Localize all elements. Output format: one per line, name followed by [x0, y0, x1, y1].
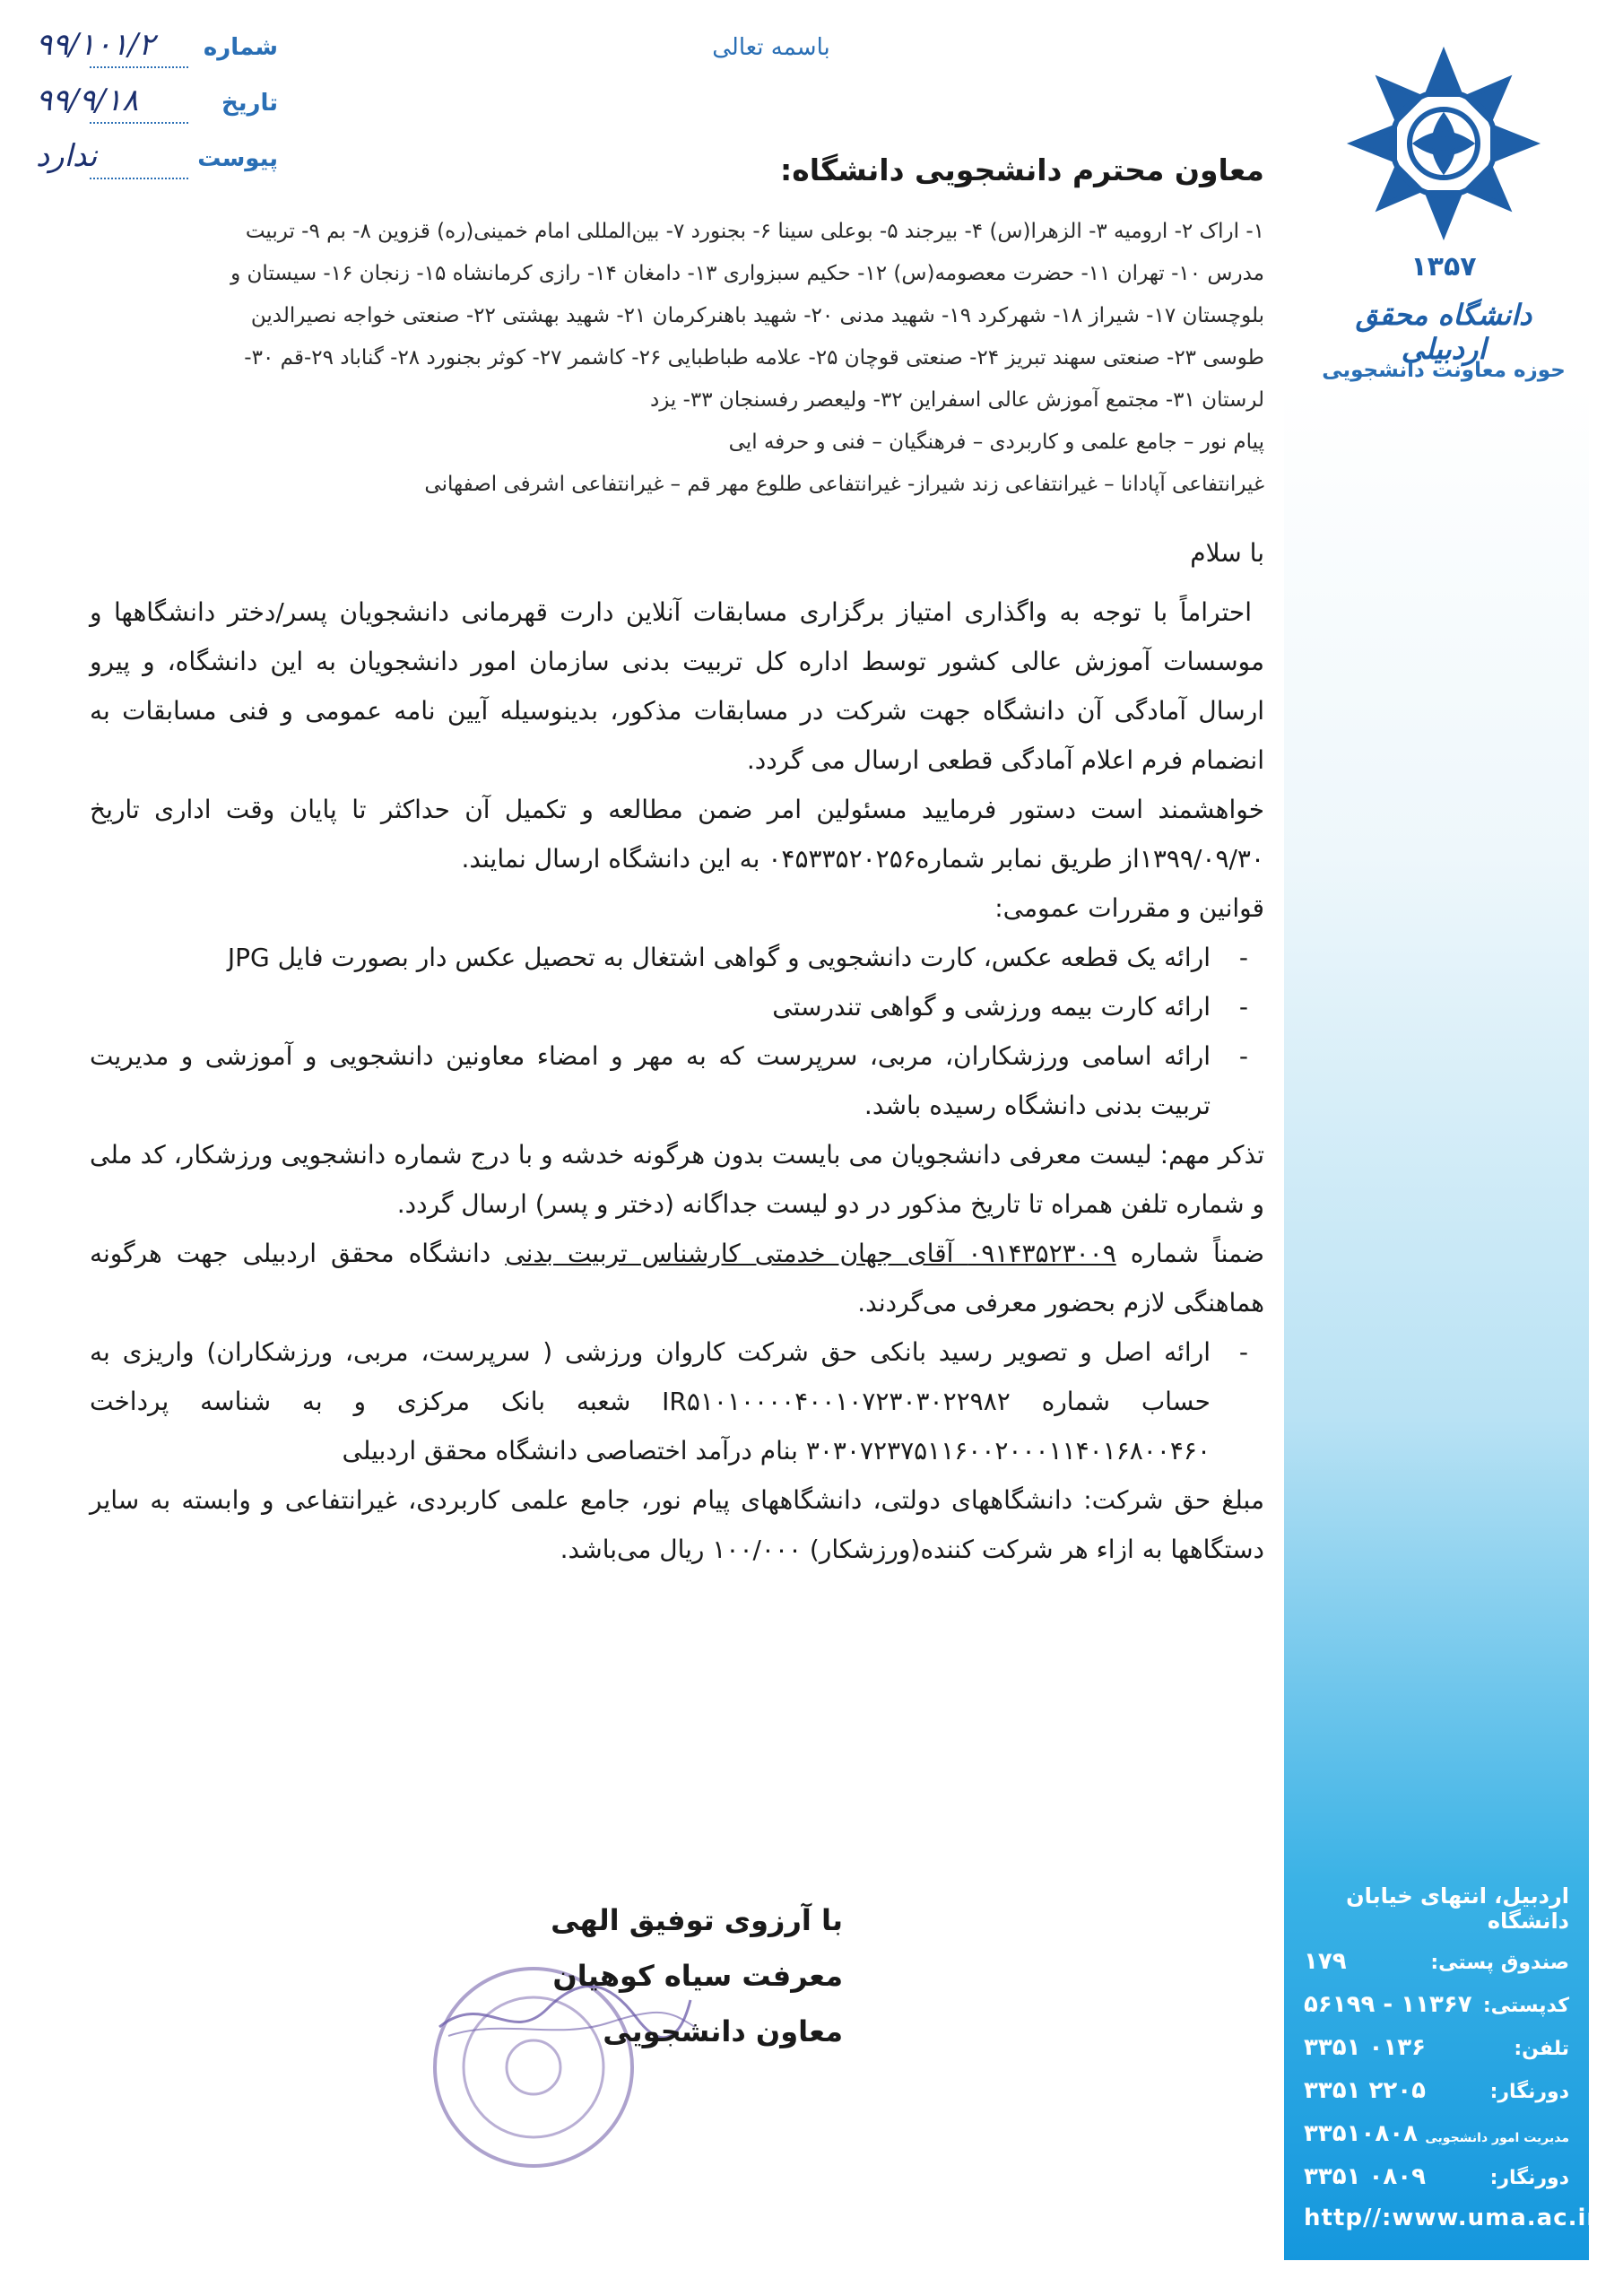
contact-label: صندوق پستی:	[1430, 1952, 1569, 1974]
contact-value: ۳۳۵۱ ۰۸۰۹	[1304, 2163, 1427, 2190]
addressee: معاون محترم دانشجویی دانشگاه:	[780, 152, 1264, 187]
letter-date-field	[36, 83, 287, 138]
contact-label: کدپستی:	[1482, 1995, 1569, 2017]
signer-title: معاون دانشجویی	[603, 2014, 843, 2048]
payment-list	[90, 1327, 1264, 1475]
contact-value: ۳۳۵۱ ۰۱۳۶	[1304, 2034, 1427, 2061]
letter-attachment-value: ندارد	[36, 138, 98, 174]
payment-rule-item: - ارائه اصل و تصویر رسید بانکی حق شرکت کاروان ورزشی ( سرپرست، مربی، ورزشکاران) واریزی به حساب شماره IR۵۱۰۱۰۰۰۰۴۰۰۱۰۷۲۳۰۳۰۲۲۹۸۲ شعبه بانک مرکزی و به شناسه پرداخت ۳۰۳۰۷۲۳۷۵۱۱۶۰۰۲۰۰۰۱۱۴۰۱۶۸۰۰۴۶۰ بنام درآمد اختصاصی دانشگاه محقق اردبیلی	[90, 1327, 1264, 1475]
recipient-line: طوسی ۲۳- صنعتی سهند تبریز ۲۴- صنعتی قوچان ۲۵- علامه طباطبایی ۲۶- کاشمر ۲۷- کوثر بجنورد ۲۸- گناباد ۲۹-قم ۳۰-	[244, 346, 1264, 370]
letter-body	[90, 152, 1264, 1574]
participation-fee: مبلغ حق شرکت: دانشگاههای دولتی، دانشگاههای پیام نور، جامع علمی کاربردی، غیرانتفاعی و وابسته به سایر دستگاهها به ازاء هر شرکت کننده(ورزشکار) ۱۰۰/۰۰۰ ریال می‌باشد.	[90, 1485, 1264, 1564]
logo-university-name: دانشگاه محقق اردبیلی	[1355, 298, 1532, 366]
contact-value: ۵۶۱۹۹ - ۱۱۳۶۷	[1304, 1991, 1472, 2018]
recipient-line: مدرس ۱۰- تهران ۱۱- حضرت معصومه(س) ۱۲- حکیم سبزواری ۱۳- دامغان ۱۴- رازی کرمانشاه ۱۵- زنجان ۱۶- سیستان و	[230, 262, 1264, 285]
recipient-line: پیام نور – جامع علمی و کاربردی – فرهنگیان – فنی و حرفه ایی	[728, 430, 1264, 454]
contact-note	[90, 1229, 1264, 1327]
contact-note-underlined: ۰۹۱۴۳۵۲۳۰۰۹ آقای جهان خدمتی کارشناس تربیت بدنی	[505, 1239, 1116, 1268]
contact-website: http//:www.uma.ac.ir	[1304, 2205, 1600, 2231]
rule-item: - ارائه اسامی ورزشکاران، مربی، سرپرست که به مهر و امضاء معاونین دانشجویی و آموزشی و مدیریت تربیت بدنی دانشگاه رسیده باشد.	[90, 1031, 1264, 1130]
rules-list	[90, 933, 1264, 1130]
contact-fax-2	[1291, 2161, 1578, 2205]
contact-note-suffix: دانشگاه محقق اردبیلی جهت هرگونه هماهنگی لازم بحضور معرفی می‌گردند.	[90, 1239, 1264, 1318]
rules-title: قوانین و مقررات عمومی:	[994, 893, 1264, 923]
closing-wish: با آرزوی توفیق الهی	[551, 1903, 843, 1937]
letter-date-value: ۹۹/۹/۱۸	[36, 83, 139, 118]
contact-info	[1291, 1883, 1600, 2231]
intro-paragraph: احتراماً با توجه به واگذاری امتیاز برگزاری مسابقات آنلاین دارت قهرمانی دانشجویان پسر/دختر دانشگاهها و موسسات آموزش عالی کشور توسط اداره کل تربیت بدنی سازمان امور دانشجویان به این دانشگاه، و پیرو ارسال آمادگی آن دانشگاه جهت شرکت در مسابقات مذکور، بدینوسیله آیین نامه عمومی و فنی مسابقات به انضمام فرم اعلام آمادگی قطعی ارسال می گردد.	[90, 597, 1264, 775]
contact-label: دورنگار:	[1489, 2167, 1569, 2189]
request-paragraph: خواهشمند است دستور فرمایید مسئولین امر ضمن مطالعه و تکمیل آن حداکثر تا پایان وقت اداری تاریخ ۱۳۹۹/۰۹/۳۰از طریق نمابر شماره۰۴۵۳۳۵۲۰۲۵۶ به این دانشگاه ارسال نمایند.	[90, 795, 1264, 874]
greeting: با سلام	[1190, 538, 1264, 568]
contact-value: ۳۳۵۱۰۸۰۸	[1304, 2120, 1418, 2147]
contact-postal-code	[1291, 1989, 1578, 2032]
contact-value: ۳۳۵۱ ۲۲۰۵	[1304, 2077, 1427, 2104]
recipient-line: ۱- اراک ۲- ارومیه ۳- الزهرا(س) ۴- بیرجند ۵- بوعلی سینا ۶- بجنورد ۷- بین‌المللی امام خمینی(ره) قزوین ۸- بم ۹- تربیت	[245, 220, 1264, 243]
letter-attachment-label: پیوست	[197, 145, 278, 172]
contact-label: مدیریت امور دانشجویی	[1425, 2131, 1569, 2145]
university-logo	[1309, 36, 1596, 382]
contact-note-prefix: ضمناً شماره	[1115, 1239, 1265, 1268]
letter-number-label: شماره	[203, 34, 278, 61]
recipient-line: غیرانتفاعی آپادانا – غیرانتفاعی زند شیراز- غیرانتفاعی طلوع مهر قم – غیرانتفاعی اشرفی اصفهانی	[424, 473, 1264, 496]
rule-item: - ارائه یک قطعه عکس، کارت دانشجویی و گواهی اشتغال به تحصیل عکس دار بصورت فایل JPG	[90, 933, 1264, 982]
contact-label: تلفن:	[1514, 2038, 1569, 2060]
contact-label: دورنگار:	[1489, 2081, 1569, 2103]
field-underline	[90, 122, 188, 124]
contact-po-box	[1291, 1946, 1578, 1989]
recipient-line: لرستان ۳۱- مجتمع آموزش عالی اسفراین ۳۲- ولیعصر رفسنجان ۳۳- یزد	[649, 388, 1264, 412]
rule-item: - ارائه کارت بیمه ورزشی و گواهی تندرستی	[90, 982, 1264, 1031]
recipient-list	[90, 211, 1264, 506]
university-emblem-icon	[1336, 36, 1551, 251]
letter-number-value: ۹۹/۱۰۱/۲	[36, 27, 155, 63]
field-underline	[90, 66, 188, 68]
recipient-line: بلوچستان ۱۷- شیراز ۱۸- شهرکرد ۱۹- شهید مدنی ۲۰- شهید باهنرکرمان ۲۱- شهید بهشتی ۲۲- صنعتی خواجه نصیرالدین	[250, 304, 1264, 327]
logo-year: ۱۳۵۷	[1410, 251, 1477, 283]
basmala-heading: باسمه تعالی	[712, 34, 830, 61]
signer-name: معرفت سیاه کوهیان	[552, 1959, 843, 1993]
contact-value: ۱۷۹	[1304, 1948, 1347, 1975]
contact-address: اردبیل، انتهای خیابان دانشگاه	[1346, 1883, 1569, 1934]
important-note: تذکر مهم: لیست معرفی دانشجویان می بایست بدون هرگونه خدشه و با درج شماره دانشجویی ورزشکار، کد ملی و شماره تلفن همراه تا تاریخ مذکور در دو لیست جداگانه (دختر و پسر) ارسال گردد.	[90, 1140, 1264, 1219]
contact-fax	[1291, 2075, 1578, 2118]
letter-number-field	[36, 27, 287, 83]
closing-block	[502, 1892, 843, 2059]
contact-student-affairs	[1291, 2118, 1578, 2161]
letter-date-label: تاریخ	[221, 90, 278, 117]
logo-department: حوزه معاونت دانشجویی	[1322, 359, 1566, 382]
contact-phone	[1291, 2032, 1578, 2075]
